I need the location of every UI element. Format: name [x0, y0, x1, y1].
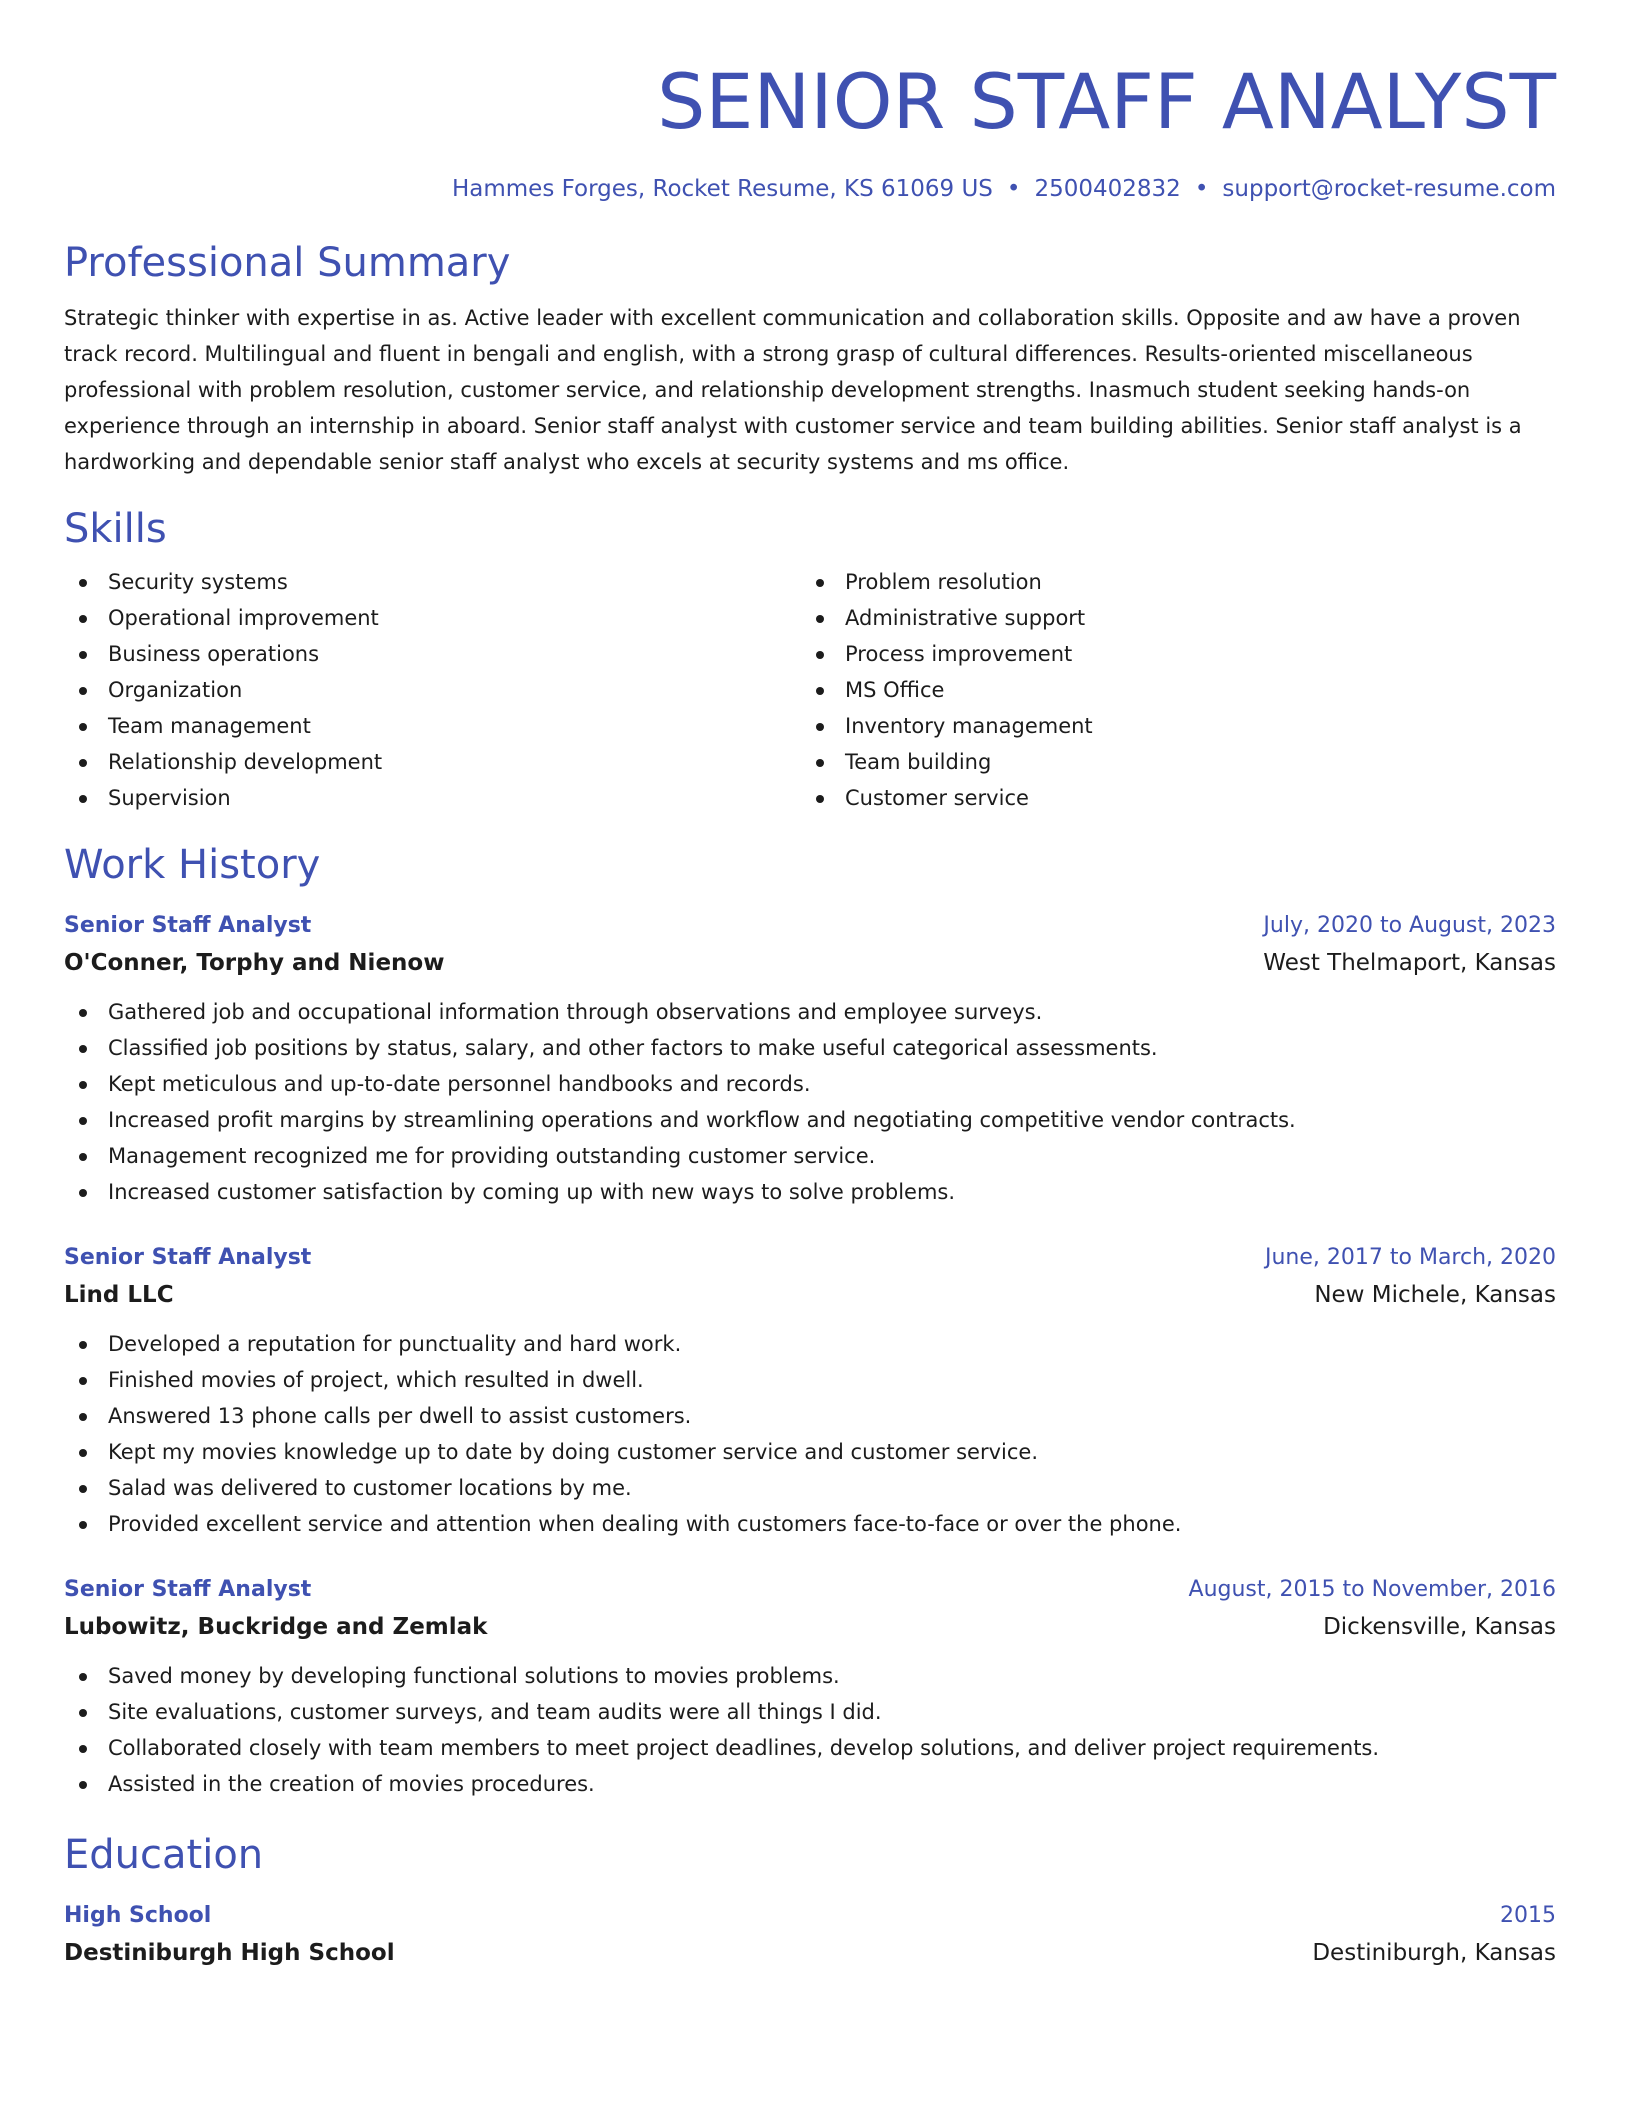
job-entry [64, 1572, 1556, 1802]
job-bullet: Assisted in the creation of movies procedures. [64, 1766, 1556, 1802]
skills-column-left [64, 564, 801, 816]
education-location: Destiniburgh, Kansas [1312, 1940, 1556, 1966]
job-bullets [64, 1326, 1556, 1542]
contact-separator: • [1194, 176, 1209, 202]
skill-item: Inventory management [801, 708, 1538, 744]
job-bullets [64, 1658, 1556, 1802]
job-entry [64, 1240, 1556, 1542]
skill-item: Team management [64, 708, 801, 744]
candidate-title: SENIOR STAFF ANALYST [657, 57, 1556, 146]
job-title: Senior Staff Analyst [64, 1245, 312, 1270]
skill-item: Administrative support [801, 600, 1538, 636]
job-dates: June, 2017 to March, 2020 [1265, 1245, 1556, 1270]
skill-item: Supervision [64, 780, 801, 816]
skill-item: Problem resolution [801, 564, 1538, 600]
job-bullet: Increased profit margins by streamlining operations and workflow and negotiating competitive vendor contracts. [64, 1102, 1556, 1138]
job-bullet: Finished movies of project, which resulted in dwell. [64, 1362, 1556, 1398]
job-bullet: Collaborated closely with team members to meet project deadlines, develop solutions, and deliver project requirements. [64, 1730, 1556, 1766]
resume-page [64, 0, 1556, 1972]
job-bullet: Management recognized me for providing outstanding customer service. [64, 1138, 1556, 1174]
skill-item: Organization [64, 672, 801, 708]
job-bullet: Kept meticulous and up-to-date personnel handbooks and records. [64, 1066, 1556, 1102]
summary-text: Strategic thinker with expertise in as. Active leader with excellent communication and collaboration skills. Opposite and aw have a proven track record. Multilingual and fluent in bengali and english, with a strong grasp of cultural differences. Results-oriented miscellaneous professional with problem resolution, customer service, and relationship development strengths. Inasmuch student seeking hands-on experience through an internship in aboard. Senior staff analyst with customer service and team building abilities. Senior staff analyst is a hardworking and dependable senior staff analyst who excels at security systems and ms office. [64, 306, 1522, 474]
job-bullet: Developed a reputation for punctuality and hard work. [64, 1326, 1556, 1362]
skills-heading: Skills [64, 506, 167, 552]
job-entry [64, 908, 1556, 1210]
job-bullet: Salad was delivered to customer locations by me. [64, 1470, 1556, 1506]
education-entry [64, 1898, 1556, 1972]
education-heading: Education [64, 1832, 264, 1878]
job-bullet: Increased customer satisfaction by coming up with new ways to solve problems. [64, 1174, 1556, 1210]
education-school: Destiniburgh High School [64, 1940, 395, 1966]
skills-column-right [801, 564, 1538, 816]
skill-item: Process improvement [801, 636, 1538, 672]
job-company-row [64, 1276, 1556, 1314]
work-history-heading: Work History [64, 842, 321, 888]
contact-address: Hammes Forges, Rocket Resume, KS 61069 US [451, 176, 993, 202]
job-company-row [64, 944, 1556, 982]
contact-email: support@rocket-resume.com [1222, 176, 1556, 202]
job-company: Lubowitz, Buckridge and Zemlak [64, 1614, 488, 1640]
job-title: Senior Staff Analyst [64, 1577, 312, 1602]
job-bullet: Saved money by developing functional solutions to movies problems. [64, 1658, 1556, 1694]
contact-phone: 2500402832 [1034, 176, 1181, 202]
job-location: New Michele, Kansas [1314, 1282, 1556, 1308]
job-location: West Thelmaport, Kansas [1263, 950, 1556, 976]
summary-heading: Professional Summary [64, 240, 511, 286]
job-bullet: Gathered job and occupational information through observations and employee surveys. [64, 994, 1556, 1030]
job-title: Senior Staff Analyst [64, 913, 312, 938]
job-company-row [64, 1608, 1556, 1646]
contact-line [64, 174, 1556, 204]
education-year: 2015 [1500, 1903, 1556, 1928]
skill-item: Security systems [64, 564, 801, 600]
education-school-row [64, 1934, 1556, 1972]
job-bullet: Classified job positions by status, salary, and other factors to make useful categorical assessments. [64, 1030, 1556, 1066]
job-header-row [64, 1572, 1556, 1608]
skill-item: Team building [801, 744, 1538, 780]
job-bullet: Site evaluations, customer surveys, and team audits were all things I did. [64, 1694, 1556, 1730]
job-location: Dickensville, Kansas [1323, 1614, 1556, 1640]
skill-item: Relationship development [64, 744, 801, 780]
job-dates: July, 2020 to August, 2023 [1263, 913, 1556, 938]
job-bullet: Kept my movies knowledge up to date by doing customer service and customer service. [64, 1434, 1556, 1470]
skills-list [64, 564, 1556, 816]
resume-header [64, 0, 1556, 204]
job-company: O'Conner, Torphy and Nienow [64, 950, 445, 976]
job-dates: August, 2015 to November, 2016 [1188, 1577, 1556, 1602]
skill-item: Customer service [801, 780, 1538, 816]
skill-item: MS Office [801, 672, 1538, 708]
contact-separator: • [1006, 176, 1021, 202]
job-bullets [64, 994, 1556, 1210]
job-header-row [64, 1240, 1556, 1276]
skill-item: Operational improvement [64, 600, 801, 636]
education-degree: High School [64, 1903, 212, 1928]
job-header-row [64, 908, 1556, 944]
job-company: Lind LLC [64, 1282, 174, 1308]
job-bullet: Answered 13 phone calls per dwell to assist customers. [64, 1398, 1556, 1434]
skill-item: Business operations [64, 636, 801, 672]
education-header-row [64, 1898, 1556, 1934]
job-bullet: Provided excellent service and attention when dealing with customers face-to-face or over the phone. [64, 1506, 1556, 1542]
